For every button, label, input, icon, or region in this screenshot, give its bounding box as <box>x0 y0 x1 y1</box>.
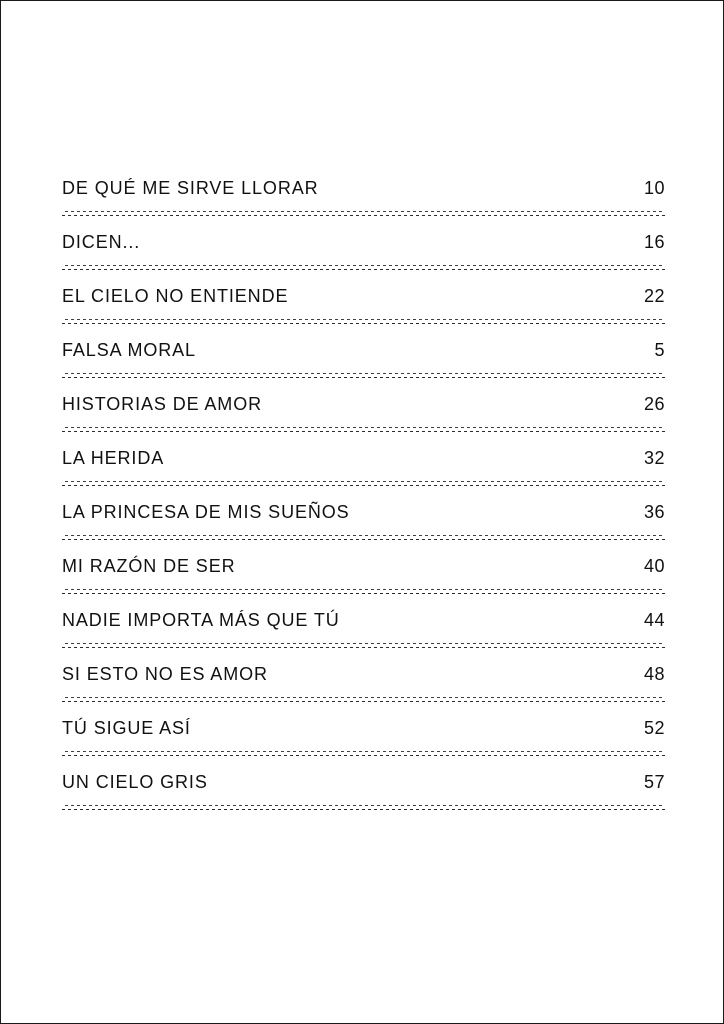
toc-entry <box>62 379 665 433</box>
toc-entry-title: SI ESTO NO ES AMOR <box>62 664 268 684</box>
toc-entry-page-number: 10 <box>643 178 665 198</box>
toc-entry-title: DICEN... <box>62 232 141 252</box>
toc-entry-title: LA HERIDA <box>62 448 165 468</box>
toc-entry-page-number: 5 <box>654 340 665 360</box>
toc-entry <box>62 487 665 541</box>
toc-entry-page-number: 40 <box>643 556 665 576</box>
toc-entry-page-number: 57 <box>643 772 665 792</box>
toc-entry <box>62 433 665 487</box>
toc-entry <box>62 271 665 325</box>
toc-entry-title: MI RAZÓN DE SER <box>62 556 236 576</box>
toc-entry-page-number: 52 <box>643 718 665 738</box>
toc-entry-title: UN CIELO GRIS <box>62 772 208 792</box>
toc-entry <box>62 649 665 703</box>
toc-entry-page-number: 22 <box>643 286 665 306</box>
toc-entry <box>62 325 665 379</box>
toc-entry <box>62 595 665 649</box>
toc-entry-page-number: 26 <box>643 394 665 414</box>
toc-entry-title: NADIE IMPORTA MÁS QUE TÚ <box>62 610 340 630</box>
table-of-contents <box>62 163 665 811</box>
toc-entry-page-number: 32 <box>643 448 665 468</box>
toc-entry-page-number: 36 <box>643 502 665 522</box>
toc-entry-title: TÚ SIGUE ASÍ <box>62 718 191 738</box>
toc-entry <box>62 163 665 217</box>
toc-entry-title: EL CIELO NO ENTIENDE <box>62 286 289 306</box>
toc-entry-title: DE QUÉ ME SIRVE LLORAR <box>62 178 319 198</box>
toc-entry-title: HISTORIAS DE AMOR <box>62 394 263 414</box>
toc-entry-page-number: 16 <box>643 232 665 252</box>
toc-entry-page-number: 48 <box>643 664 665 684</box>
toc-entry-title: FALSA MORAL <box>62 340 196 360</box>
toc-entry <box>62 757 665 811</box>
toc-entry <box>62 703 665 757</box>
toc-entry-page-number: 44 <box>643 610 665 630</box>
toc-entry-title: LA PRINCESA DE MIS SUEÑOS <box>62 502 350 522</box>
toc-entry <box>62 541 665 595</box>
toc-entry <box>62 217 665 271</box>
